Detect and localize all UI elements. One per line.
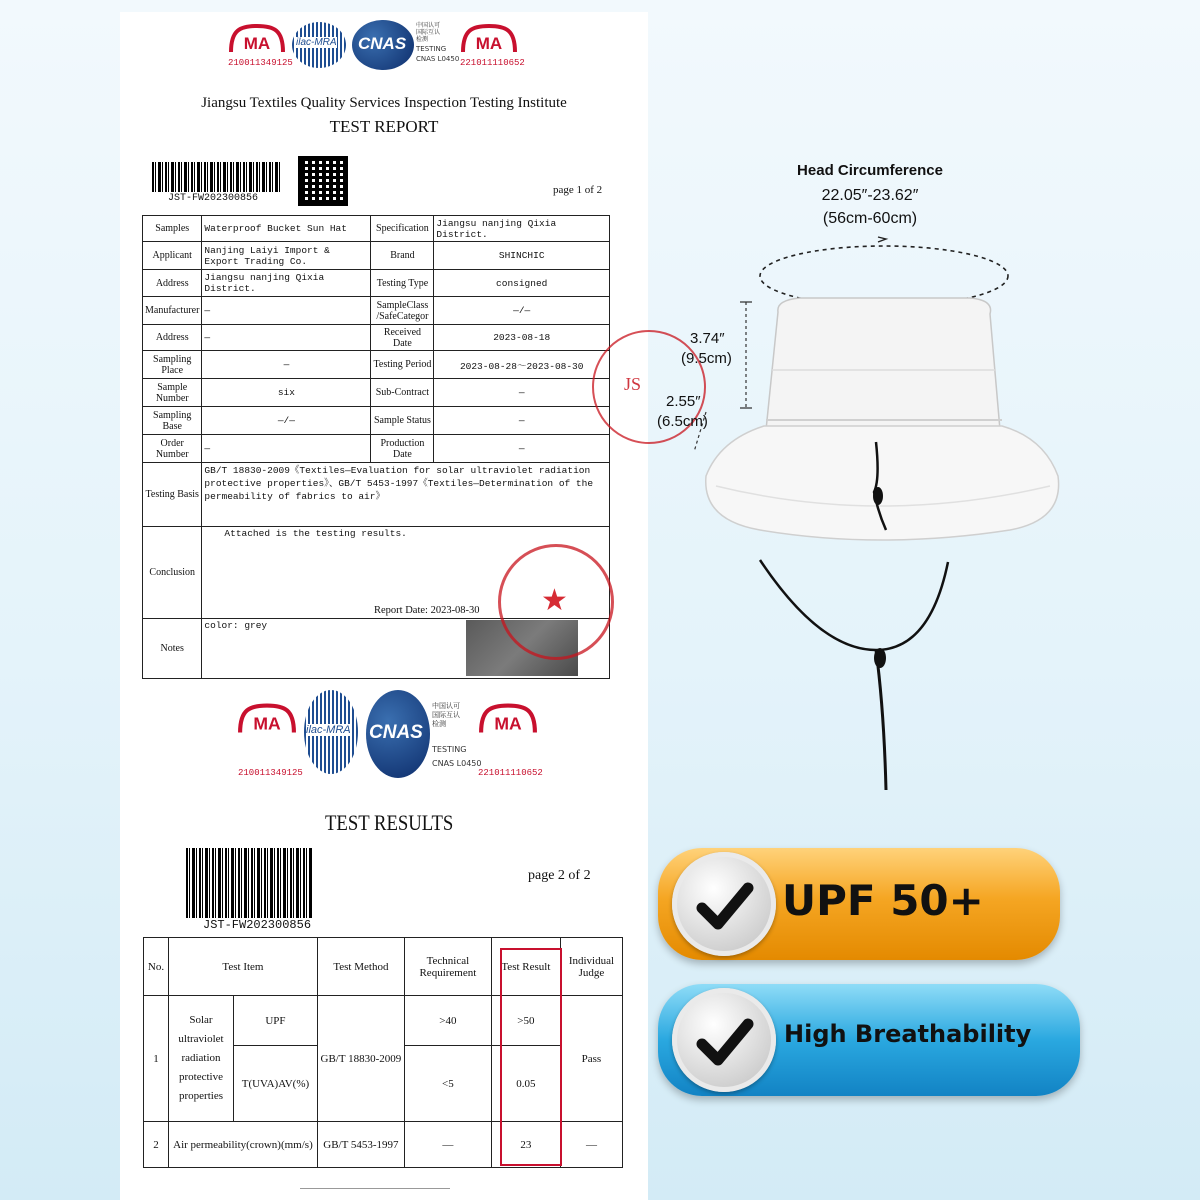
ma-left-number-2: 210011349125 bbox=[238, 768, 303, 778]
label-production-date: Production Date bbox=[371, 435, 434, 463]
brim-width-cm: (6.5cm) bbox=[657, 413, 708, 430]
cnas-code-2: CNAS L0450 bbox=[432, 759, 482, 768]
label-brand: Brand bbox=[371, 242, 434, 270]
ma-right-number: 221011110652 bbox=[460, 58, 525, 68]
label-samples: Samples bbox=[143, 216, 202, 242]
label-sampling-place: Sampling Place bbox=[143, 351, 202, 379]
bottom-rule bbox=[300, 1188, 450, 1189]
cnas-testing-2: TESTING bbox=[432, 745, 467, 754]
label-conclusion: Conclusion bbox=[143, 527, 202, 619]
value-sampling-base: —/— bbox=[202, 407, 371, 435]
ma-left-number: 210011349125 bbox=[228, 58, 293, 68]
label-testing-type: Testing Type bbox=[371, 270, 434, 297]
row1-item: Solar ultraviolet radiation protective properties bbox=[169, 996, 234, 1122]
ilac-logo: ilac-MRA bbox=[292, 22, 346, 68]
star-icon: ★ bbox=[541, 584, 568, 617]
upf-badge-label: UPF 50+ bbox=[782, 876, 984, 925]
value-sample-status: — bbox=[434, 407, 610, 435]
ma-logo-right-2 bbox=[478, 702, 538, 736]
value-samples: Waterproof Bucket Sun Hat bbox=[202, 216, 371, 242]
value-manufacturer: — bbox=[202, 297, 371, 325]
header-test-method: Test Method bbox=[317, 938, 404, 996]
value-address-2: — bbox=[202, 325, 371, 351]
value-brand: SHINCHIC bbox=[434, 242, 610, 270]
value-received-date: 2023-08-18 bbox=[434, 325, 610, 351]
chin-strap bbox=[760, 560, 948, 650]
svg-text:MA: MA bbox=[243, 34, 271, 53]
institute-name: Jiangsu Textiles Quality Services Inspection Testing Institute bbox=[201, 95, 567, 111]
circumference-ellipse bbox=[760, 246, 1008, 306]
head-circumference-cm: (56cm-60cm) bbox=[822, 210, 918, 227]
label-sub-contract: Sub-Contract bbox=[371, 379, 434, 407]
row2-req: — bbox=[404, 1122, 491, 1168]
svg-text:MA: MA bbox=[475, 34, 503, 53]
result-highlight-box bbox=[500, 948, 562, 1166]
barcode-2 bbox=[186, 848, 312, 918]
row2-method: GB/T 5453-1997 bbox=[317, 1122, 404, 1168]
svg-text:MA: MA bbox=[494, 713, 522, 734]
header-no: No. bbox=[144, 938, 169, 996]
label-manufacturer: Manufacturer bbox=[143, 297, 202, 325]
row1-judge: Pass bbox=[560, 996, 622, 1122]
label-sample-number: Sample Number bbox=[143, 379, 202, 407]
bucket-hat-illustration bbox=[680, 230, 1080, 810]
label-address-2: Address bbox=[143, 325, 202, 351]
official-seal-stamp bbox=[498, 544, 614, 660]
check-icon-breathability bbox=[672, 988, 776, 1092]
head-circumference-title: Head Circumference bbox=[797, 162, 943, 179]
crown-height-cm: (9.5cm) bbox=[681, 350, 732, 367]
ma-right-number-2: 221011110652 bbox=[478, 768, 543, 778]
value-testing-basis: GB/T 18830-2009《Textiles—Evaluation for solar ultraviolet radiation protective properties》、GB/T 5453-1997《Textiles—Determination of the permeability of fabrics to air》 bbox=[202, 463, 610, 527]
row2-item: Air permeability(crown)(mm/s) bbox=[169, 1122, 318, 1168]
value-order-number: — bbox=[202, 435, 371, 463]
row2-no: 2 bbox=[144, 1122, 169, 1168]
value-notes: color: grey bbox=[202, 619, 610, 679]
page-indicator-1: page 1 of 2 bbox=[553, 184, 603, 196]
row2-res: 23 bbox=[491, 1122, 560, 1168]
header-test-item: Test Item bbox=[169, 938, 318, 996]
label-received-date: Received Date bbox=[371, 325, 434, 351]
label-applicant: Applicant bbox=[143, 242, 202, 270]
label-specification: Specification bbox=[371, 216, 434, 242]
results-heading: TEST RESULTS bbox=[325, 810, 454, 835]
report-date: Report Date: 2023-08-30 bbox=[374, 605, 480, 616]
svg-text:MA: MA bbox=[253, 713, 281, 734]
value-applicant: Nanjing Laiyi Import & Export Trading Co. bbox=[202, 242, 371, 270]
strap-toggle-bottom bbox=[874, 648, 886, 668]
value-address: Jiangsu nanjing Qixia District. bbox=[202, 270, 371, 297]
breathability-badge-label: High Breathability bbox=[784, 1020, 1032, 1048]
strap-toggle-top bbox=[873, 487, 883, 505]
value-sampling-place: — bbox=[202, 351, 371, 379]
header-test-result: Test Result bbox=[491, 938, 560, 996]
header-technical-requirement: Technical Requirement bbox=[404, 938, 491, 996]
row1-sub1: UPF bbox=[234, 996, 318, 1046]
row1-res1: >50 bbox=[491, 996, 560, 1046]
row1-req2: <5 bbox=[404, 1046, 491, 1122]
hat-crown bbox=[766, 298, 1000, 430]
label-sample-class: SampleClass /SafeCategor bbox=[371, 297, 434, 325]
row1-sub2: T(UVA)AV(%) bbox=[234, 1046, 318, 1122]
report-number-1: JST-FW202300856 bbox=[168, 193, 259, 204]
label-address: Address bbox=[143, 270, 202, 297]
brim-width-inches: 2.55″ bbox=[666, 393, 701, 410]
label-sample-status: Sample Status bbox=[371, 407, 434, 435]
check-icon-upf bbox=[672, 852, 776, 956]
barcode-1 bbox=[152, 162, 280, 192]
row1-req1: >40 bbox=[404, 996, 491, 1046]
label-order-number: Order Number bbox=[143, 435, 202, 463]
value-sample-number: six bbox=[202, 379, 371, 407]
value-production-date: — bbox=[434, 435, 610, 463]
value-testing-period: 2023-08-28～2023-08-30 bbox=[434, 351, 610, 379]
ma-logo-right bbox=[460, 24, 518, 54]
cnas-chinese-text: 中国认可 国际互认 检测 bbox=[416, 22, 441, 43]
side-seal-stamp: JS bbox=[592, 330, 706, 444]
head-circumference-inches: 22.05″-23.62″ bbox=[821, 187, 919, 204]
value-testing-type: consigned bbox=[434, 270, 610, 297]
cnas-chinese-text-2: 中国认可 国际互认 检测 bbox=[432, 702, 460, 728]
report-heading: TEST REPORT bbox=[329, 117, 439, 136]
label-testing-basis: Testing Basis bbox=[143, 463, 202, 527]
header-individual-judge: Individual Judge bbox=[560, 938, 622, 996]
ma-logo-left bbox=[228, 24, 286, 54]
row2-judge: — bbox=[560, 1122, 622, 1168]
value-sample-class: —/— bbox=[434, 297, 610, 325]
qr-code bbox=[298, 156, 348, 206]
row1-method: GB/T 18830-2009 bbox=[317, 996, 404, 1122]
ilac-logo-2: ilac-MRA bbox=[304, 690, 358, 774]
label-testing-period: Testing Period bbox=[371, 351, 434, 379]
value-sub-contract: — bbox=[434, 379, 610, 407]
label-notes: Notes bbox=[143, 619, 202, 679]
label-sampling-base: Sampling Base bbox=[143, 407, 202, 435]
value-specification: Jiangsu nanjing Qixia District. bbox=[434, 216, 610, 242]
cnas-testing: TESTING bbox=[416, 45, 447, 53]
report-number-2: JST-FW202300856 bbox=[203, 918, 312, 932]
cnas-logo-2: CNAS bbox=[366, 690, 430, 778]
cnas-code: CNAS L0450 bbox=[416, 55, 460, 63]
crown-height-inches: 3.74″ bbox=[690, 330, 725, 347]
circumference-arrow-icon bbox=[878, 237, 886, 242]
ma-logo-left-2 bbox=[237, 702, 297, 736]
row1-res2: 0.05 bbox=[491, 1046, 560, 1122]
row1-no: 1 bbox=[144, 996, 169, 1122]
page-indicator-2: page 2 of 2 bbox=[528, 868, 591, 883]
value-conclusion: Attached is the testing results. bbox=[202, 527, 610, 619]
cnas-logo: CNAS bbox=[352, 20, 414, 70]
